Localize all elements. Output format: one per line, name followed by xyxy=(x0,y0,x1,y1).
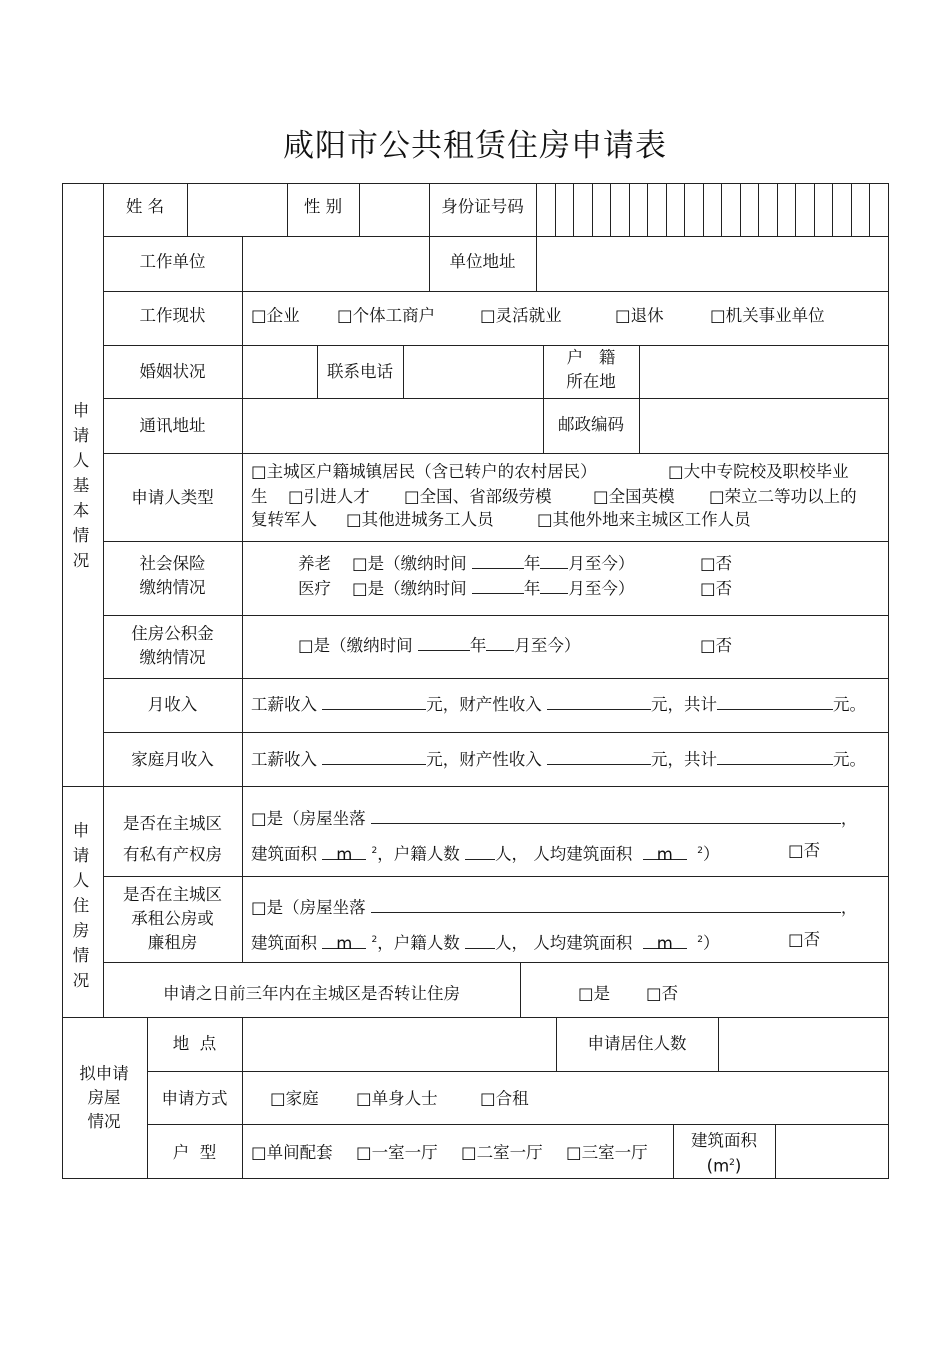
section-housing-label: 申请人住房情况 xyxy=(72,821,90,990)
id-number-field[interactable] xyxy=(538,186,886,234)
monthly-income-label: 月收入 xyxy=(147,695,198,714)
family-salary-field[interactable] xyxy=(322,748,426,765)
method-option-shared[interactable]: □合租 xyxy=(480,1089,529,1108)
layout-option-two-bedroom[interactable]: □二室一厅 xyxy=(461,1143,543,1162)
family-total-field[interactable] xyxy=(717,748,833,765)
work-status-option-self-employed[interactable]: □个体工商户 xyxy=(337,306,436,325)
transfer-no-checkbox[interactable]: □否 xyxy=(646,984,679,1003)
housing-fund-label: 住房公积金 缴纳情况 xyxy=(131,624,214,667)
public-housing-yes-row: □是（房屋坐落 ， xyxy=(251,898,858,917)
family-income-label: 家庭月收入 xyxy=(131,750,214,769)
pension-label: 养老 xyxy=(298,554,331,573)
applicant-type-option-model-worker[interactable]: □全国、省部级劳模 xyxy=(404,487,552,506)
marital-field[interactable] xyxy=(244,348,315,396)
monthly-salary-field[interactable] xyxy=(322,693,426,710)
work-status-option-enterprise[interactable]: □企业 xyxy=(251,306,300,325)
private-property-no-checkbox[interactable]: □否 xyxy=(788,841,821,860)
transfer-yes-checkbox[interactable]: □是 xyxy=(578,984,611,1003)
work-status-label: 工作现状 xyxy=(139,306,206,325)
private-property-location-field[interactable] xyxy=(371,807,841,824)
monthly-total-field[interactable] xyxy=(717,693,833,710)
layout-option-three-bedroom[interactable]: □三室一厅 xyxy=(566,1143,648,1162)
applicant-type-option-graduate[interactable]: □大中专院校及职校毕业 xyxy=(668,462,849,481)
method-label: 申请方式 xyxy=(161,1089,228,1108)
medical-yes-checkbox[interactable]: □是（缴纳时间 xyxy=(351,579,467,598)
private-hukou-count-field[interactable] xyxy=(465,843,495,860)
postcode-field[interactable] xyxy=(641,401,886,451)
section-apply-label: 拟申请 房屋 情况 xyxy=(79,1064,129,1131)
floor-area-field[interactable] xyxy=(777,1127,886,1176)
location-field[interactable] xyxy=(244,1020,554,1069)
public-housing-area-row: 建筑面积 m $^2$，户籍人数 人， 人均建筑面积 m $^2$） xyxy=(251,933,720,953)
public-housing-no-checkbox[interactable]: □否 xyxy=(788,930,821,949)
applicant-type-text-sheng: 生 xyxy=(251,487,268,506)
pension-yes-checkbox[interactable]: □是（缴纳时间 xyxy=(351,554,467,573)
applicant-type-option-national-hero[interactable]: □全国英模 xyxy=(593,487,675,506)
name-field[interactable] xyxy=(189,186,285,234)
name-label: 姓 名 xyxy=(125,197,165,216)
layout-label: 户 型 xyxy=(172,1143,217,1162)
applicant-type-option-merit[interactable]: □荣立二等功以上的 xyxy=(709,487,857,506)
layout-option-studio[interactable]: □单间配套 xyxy=(251,1143,333,1162)
location-label: 地 点 xyxy=(172,1034,217,1053)
method-option-family[interactable]: □家庭 xyxy=(270,1089,319,1108)
gender-field[interactable] xyxy=(361,186,427,234)
public-housing-location-field[interactable] xyxy=(371,896,841,913)
public-area-field[interactable]: m xyxy=(322,932,366,949)
medical-month-field[interactable] xyxy=(540,577,568,594)
floor-area-label: 建筑面积 $(m^2)$ xyxy=(691,1131,757,1176)
private-property-yes-checkbox[interactable]: □是（房屋坐落 xyxy=(251,809,366,828)
section-basic-info-label: 申请人基本情况 xyxy=(72,401,90,570)
unit-address-field[interactable] xyxy=(538,239,886,289)
public-housing-yes-checkbox[interactable]: □是（房屋坐落 xyxy=(251,898,366,917)
medical-row: 医疗 □是（缴纳时间 年 月至今） xyxy=(298,579,635,598)
marital-label: 婚姻状况 xyxy=(139,362,206,381)
medical-label: 医疗 xyxy=(298,579,331,598)
pension-no-checkbox[interactable]: □否 xyxy=(700,554,733,573)
work-status-option-flexible[interactable]: □灵活就业 xyxy=(480,306,562,325)
work-unit-field[interactable] xyxy=(244,239,427,289)
fund-no-checkbox[interactable]: □否 xyxy=(700,636,733,655)
family-income-row: 工薪收入 元，财产性收入 元，共计 元。 xyxy=(251,750,866,769)
applicant-type-option-migrant-worker[interactable]: □其他进城务工人员 xyxy=(346,510,494,529)
mail-address-field[interactable] xyxy=(244,401,541,451)
applicant-type-option-urban-resident[interactable]: □主城区户籍城镇居民（含已转户的农村居民） xyxy=(251,462,597,481)
fund-month-field[interactable] xyxy=(486,634,514,651)
phone-label: 联系电话 xyxy=(327,362,393,381)
fund-yes-checkbox[interactable]: □是（缴纳时间 xyxy=(298,636,413,655)
pension-month-field[interactable] xyxy=(540,552,568,569)
pension-row: 养老 □是（缴纳时间 年 月至今） xyxy=(298,554,635,573)
public-housing-label: 是否在主城区 承租公房或 廉租房 xyxy=(123,885,222,952)
private-property-yes-row: □是（房屋坐落 ， xyxy=(251,809,858,828)
work-status-option-public-institution[interactable]: □机关事业单位 xyxy=(710,306,825,325)
family-property-field[interactable] xyxy=(547,748,651,765)
method-option-single[interactable]: □单身人士 xyxy=(356,1089,438,1108)
hukou-field[interactable] xyxy=(641,348,886,396)
form-title: 咸阳市公共租赁住房申请表 xyxy=(283,128,667,164)
postcode-label: 邮政编码 xyxy=(558,415,624,434)
phone-field[interactable] xyxy=(405,348,541,396)
layout-option-one-bedroom[interactable]: □一室一厅 xyxy=(356,1143,438,1162)
private-property-area-row: 建筑面积 m $^2$，户籍人数 人， 人均建筑面积 m $^2$） xyxy=(251,844,720,864)
monthly-property-field[interactable] xyxy=(547,693,651,710)
id-number-label: 身份证号码 xyxy=(441,197,524,216)
work-status-option-retired[interactable]: □退休 xyxy=(615,306,664,325)
monthly-income-row: 工薪收入 元，财产性收入 元，共计 元。 xyxy=(251,695,866,714)
residents-label: 申请居住人数 xyxy=(587,1034,687,1053)
social-insurance-label: 社会保险 缴纳情况 xyxy=(139,554,206,597)
applicant-type-text-veteran: 复转军人 xyxy=(251,510,317,529)
applicant-type-option-talent[interactable]: □引进人才 xyxy=(288,487,370,506)
mail-address-label: 通讯地址 xyxy=(139,416,206,435)
residents-field[interactable] xyxy=(720,1020,886,1069)
private-area-field[interactable]: m xyxy=(322,843,366,860)
private-per-capita-field[interactable]: m xyxy=(643,843,687,860)
public-per-capita-field[interactable]: m xyxy=(643,932,687,949)
medical-year-field[interactable] xyxy=(472,577,524,594)
public-hukou-count-field[interactable] xyxy=(465,932,495,949)
applicant-type-label: 申请人类型 xyxy=(131,488,214,507)
fund-year-field[interactable] xyxy=(418,634,470,651)
pension-year-field[interactable] xyxy=(472,552,524,569)
fund-yes-row: □是（缴纳时间 年 月至今） xyxy=(298,636,581,655)
gender-label: 性 别 xyxy=(303,197,343,216)
unit-address-label: 单位地址 xyxy=(449,252,516,271)
applicant-type-option-nonlocal-worker[interactable]: □其他外地来主城区工作人员 xyxy=(537,510,751,529)
work-unit-label: 工作单位 xyxy=(139,252,206,271)
transfer-label: 申请之日前三年内在主城区是否转让住房 xyxy=(163,984,460,1003)
hukou-label: 户 籍 所在地 xyxy=(566,348,616,391)
medical-no-checkbox[interactable]: □否 xyxy=(700,579,733,598)
private-property-label: 是否在主城区 有私有产权房 xyxy=(123,814,222,864)
